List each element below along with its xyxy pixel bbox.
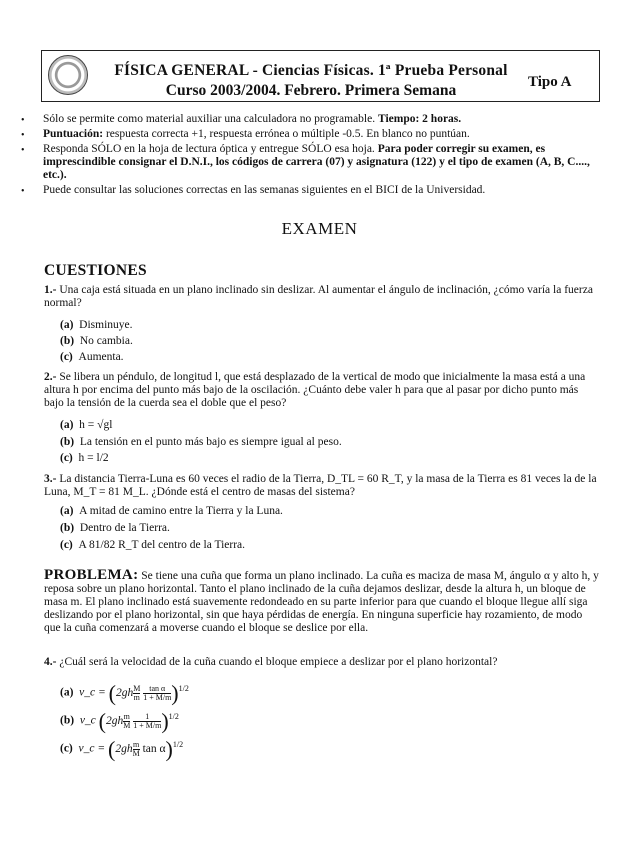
q1-option-c: (c) Aumenta. — [60, 351, 124, 363]
formula-c: (2gh $\frac{m}{M}$ tan α)$^{1/2}$ — [107, 736, 184, 761]
q3-option-c: (c) A 81/82 R_T del centro de la Tierra. — [60, 539, 246, 551]
instruction-1: Sólo se permite como material auxiliar una calculadora no programable. Tiempo: 2 horas. — [43, 113, 462, 125]
bullet-icon: • — [21, 145, 25, 156]
instruction-3: Responda SÓLO en la hoja de lectura óptica y entregue SÓLO esa hoja. Para poder corregir su examen, es imprescindible consignar el D.N.I., los códigos de carrera (07) y asignatura (122) y el tipo de examen (A, B, C...., etc.). — [43, 143, 590, 181]
bullet-icon: • — [21, 186, 25, 197]
q1-option-a: (a) Disminuye. — [60, 319, 133, 331]
q4-option-b: (b) v_c (2gh $\frac{m}{M}$ $\frac{1}{1 + M/m}$ )$^{1/2}$ — [60, 708, 179, 733]
instruction-2: Puntuación: respuesta correcta +1, respuesta errónea o múltiple -0.5. En blanco no puntúan. — [43, 128, 470, 140]
q2-option-c: (c) h = l/2 — [60, 452, 109, 464]
university-seal-icon — [48, 55, 88, 95]
problem-statement: PROBLEMA: Se tiene una cuña que forma un plano inclinado. La cuña es maciza de masa M, ángulo α y alto h, y reposa sobre un plano horizontal. Tanto el plano inclinado de la cuña dejamos deslizar, desde la altura h, un bloque de masa m. El plano inclinado está suavemente redondeado en su parte inferior para que cuando el bloque llegue allí siga deslizando por el plano horizontal, sin que haya pérdidas de energía. En ninguna superficie hay rozamiento, de modo que la cuña comenzará a moverse cuando el bloque se deslice por ella. — [44, 567, 599, 634]
bullet-icon: • — [21, 130, 25, 141]
formula-a: (2gh $\frac{M}{m}$ $\frac{\text{tan α}}{1 + M/m}$ )$^{1/2}$ — [108, 680, 189, 705]
q4-option-c: (c) v_c = (2gh $\frac{m}{M}$ tan α)$^{1/2}$ — [60, 736, 184, 761]
exam-type: Tipo A — [528, 74, 572, 90]
q2-option-a: (a) h = √gl — [60, 419, 113, 431]
q1-option-b: (b) No cambia. — [60, 335, 133, 347]
q4-option-a: (a) v_c = (2gh $\frac{M}{m}$ $\frac{\text{tan α}}{1 + M/m}$ )$^{1/2}$ — [60, 680, 189, 705]
question-1: 1.- Una caja está situada en un plano inclinado sin deslizar. Al aumentar el ángulo de inclinación, ¿cómo varía la fuerza normal? — [44, 284, 593, 309]
header-subtitle: Curso 2003/2004. Febrero. Primera Semana — [165, 82, 457, 99]
question-3: 3.- La distancia Tierra-Luna es 60 veces el radio de la Tierra, D_TL = 60 R_T, y la masa de la Tierra es 81 veces la de la Luna, M_T = 81 M_L. ¿Dónde está el centro de masas del sistema? — [44, 473, 597, 498]
question-4: 4.- ¿Cuál será la velocidad de la cuña cuando el bloque empiece a deslizar por el plano horizontal? — [44, 656, 498, 668]
section-cuestiones: CUESTIONES — [44, 262, 147, 279]
q2-option-b: (b) La tensión en el punto más bajo es siempre igual al peso. — [60, 436, 342, 448]
question-2: 2.- Se libera un péndulo, de longitud l, que está desplazado de la vertical de modo que inicialmente la masa está a una altura h por encima del punto más bajo de la oscilación. ¿Cuánto debe valer h para que al pasar por dicho punto más bajo la tensión de la cuerda sea el doble que el peso? — [44, 371, 586, 409]
exam-title: EXAMEN — [281, 219, 358, 238]
formula-b: (2gh $\frac{m}{M}$ $\frac{1}{1 + M/m}$ )$^{1/2}$ — [98, 708, 179, 733]
header-title: FÍSICA GENERAL - Ciencias Físicas. 1ª Prueba Personal — [114, 62, 508, 79]
bullet-icon: • — [21, 115, 25, 126]
q3-option-a: (a) A mitad de camino entre la Tierra y la Luna. — [60, 505, 283, 517]
q3-option-b: (b) Dentro de la Tierra. — [60, 522, 170, 534]
instruction-4: Puede consultar las soluciones correctas en las semanas siguientes en el BICI de la Universidad. — [43, 184, 486, 196]
